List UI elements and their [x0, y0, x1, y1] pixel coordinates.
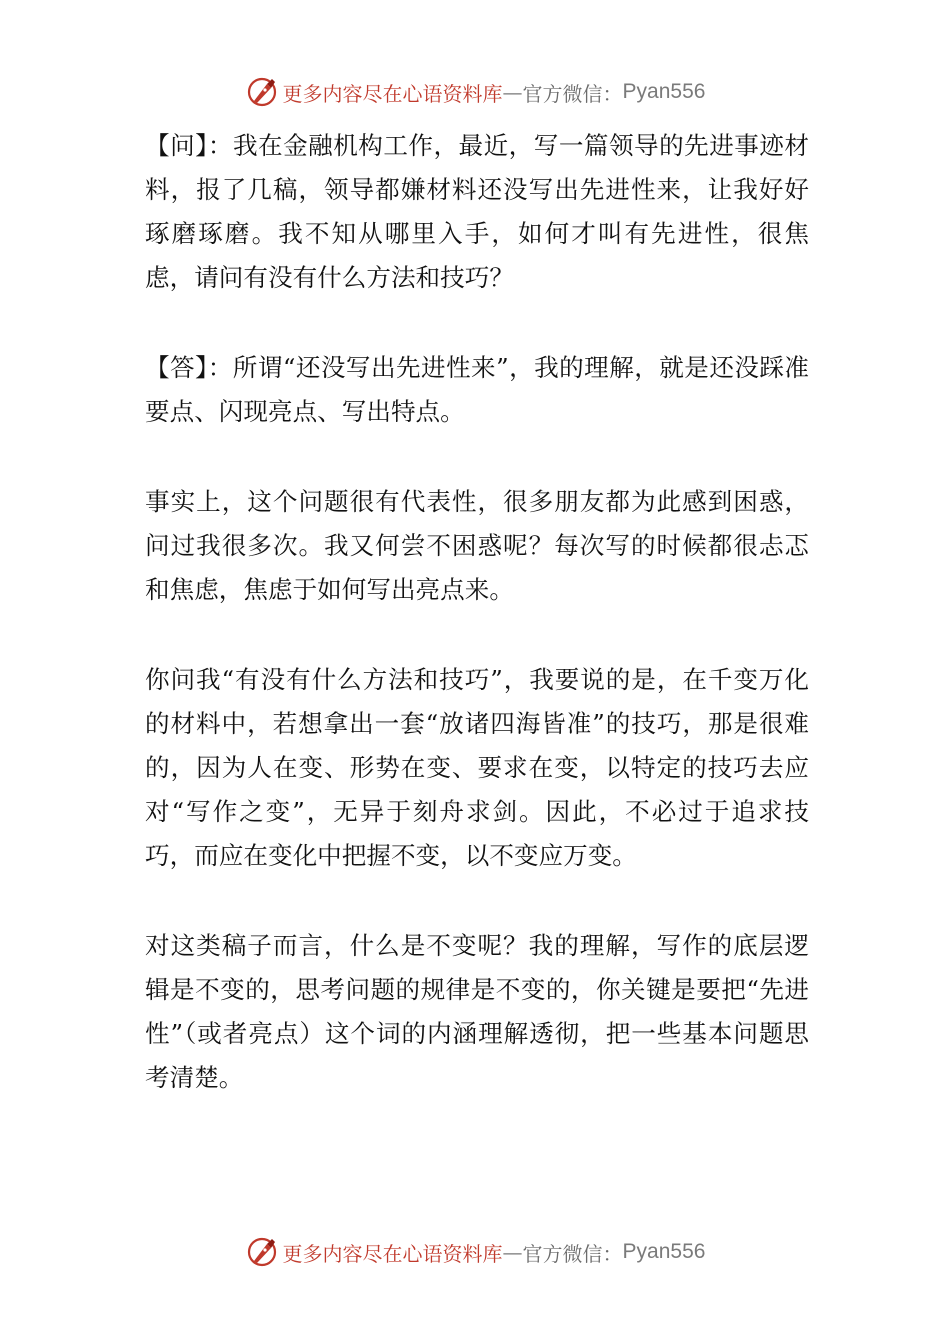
paragraph-5: 对这类稿子而言，什么是不变呢？我的理解，写作的底层逻辑是不变的，思考问题的规律是不变的，你关键是要把“先进性”（或者亮点）这个词的内涵理解透彻，把一些基本问题思考清楚。: [145, 931, 809, 1092]
banner-wechat-id: Pyan556: [622, 80, 706, 103]
pen-nib-logo-icon: [245, 1235, 279, 1269]
banner-brand-text: 更多内容尽在心语资料库: [282, 81, 503, 106]
banner-wechat-label: 官方微信：: [522, 81, 623, 106]
document-body: [145, 124, 809, 1146]
footer-wechat-label: 官方微信：: [522, 1241, 623, 1266]
paragraph-question: 【问】：我在金融机构工作，最近，写一篇领导的先进事迹材料，报了几稿，领导都嫌材料还没写出先进性来，让我好好琢磨琢磨。我不知从哪里入手，如何才叫有先进性，很焦虑，请问有没有什么方法和技巧？: [145, 131, 809, 292]
pen-nib-logo-icon: [245, 75, 279, 109]
footer-dash: —: [502, 1240, 523, 1264]
header-banner: [0, 72, 950, 112]
paragraph-4: 你问我“有没有什么方法和技巧”，我要说的是，在千变万化的材料中，若想拿出一套“放诸四海皆准”的技巧，那是很难的，因为人在变、形势在变、要求在变，以特定的技巧去应对“写作之变”，无异于刻舟求剑。因此，不必过于追求技巧，而应在变化中把握不变，以不变应万变。: [145, 665, 809, 870]
footer-banner: [0, 1232, 950, 1272]
footer-brand-text: 更多内容尽在心语资料库: [282, 1241, 503, 1266]
paragraph-3: 事实上，这个问题很有代表性，很多朋友都为此感到困惑，问过我很多次。我又何尝不困惑呢？每次写的时候都很忐忑和焦虑，焦虑于如何写出亮点来。: [145, 487, 809, 604]
footer-wechat-id: Pyan556: [622, 1240, 706, 1263]
banner-dash: —: [502, 80, 523, 104]
paragraph-answer: 【答】：所谓“还没写出先进性来”，我的理解，就是还没踩准要点、闪现亮点、写出特点。: [145, 353, 809, 426]
